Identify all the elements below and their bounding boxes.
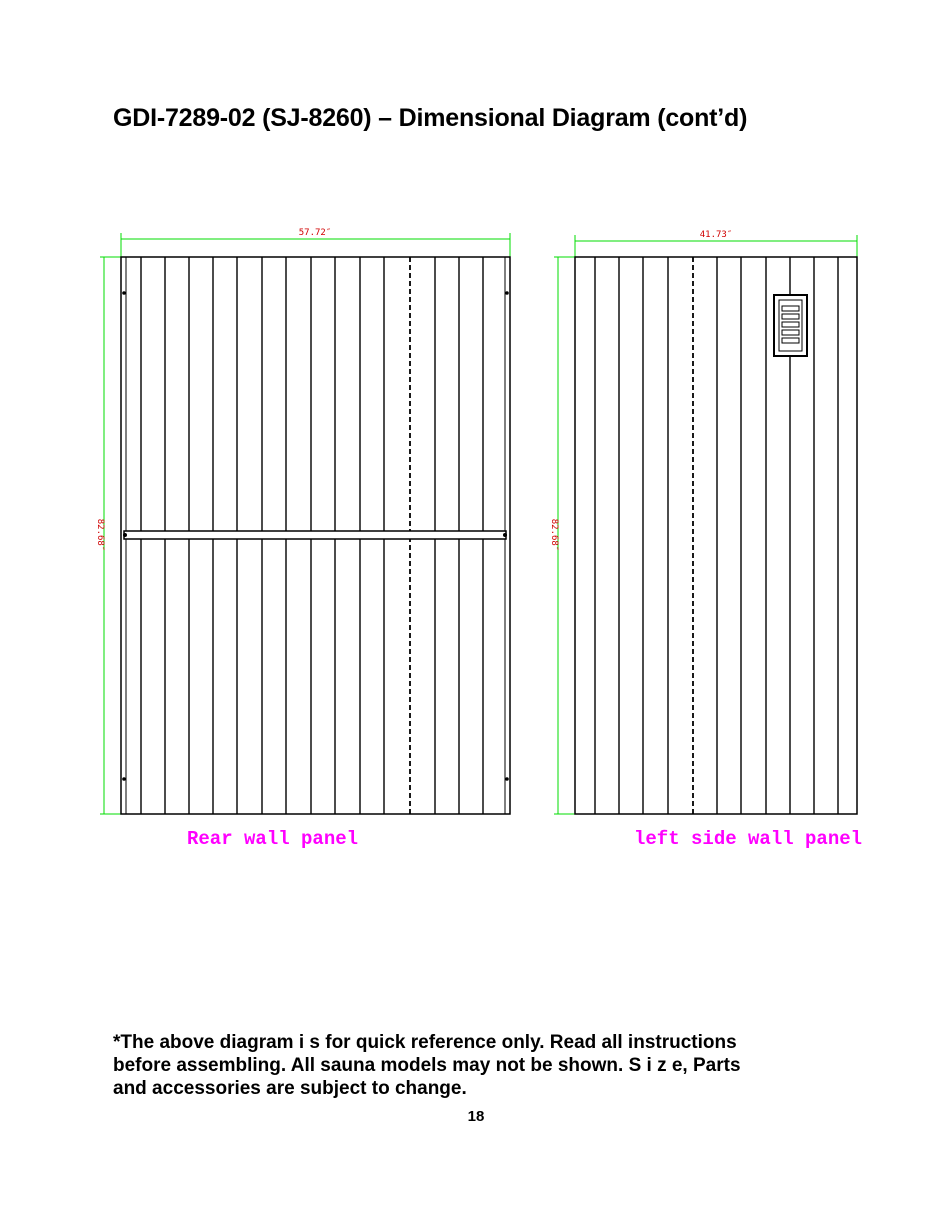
note-line: and accessories are subject to change.	[113, 1078, 467, 1099]
left-height-dimension: 82.68″	[549, 518, 559, 552]
left-side-wall-panel-label: left side wall panel	[634, 828, 863, 850]
rear-wall-panel-label: Rear wall panel	[187, 828, 359, 850]
rear-width-dimension: 57.72″	[298, 228, 332, 238]
vent	[774, 295, 807, 356]
page-number: 18	[467, 1108, 485, 1125]
left-side-wall-panel-drawing	[549, 230, 857, 814]
rear-wall-panel-drawing	[95, 228, 510, 814]
rear-height-dimension: 82.68″	[95, 518, 105, 552]
disclaimer-note	[113, 1031, 833, 1100]
left-width-dimension: 41.73″	[699, 230, 733, 240]
note-line: before assembling. All sauna models may not be shown. S i z e, Parts	[113, 1055, 741, 1076]
page-title: GDI-7289-02 (SJ-8260) – Dimensional Diagram (cont’d)	[113, 104, 748, 132]
note-line: *The above diagram i s for quick reference only. Read all instructions	[113, 1032, 737, 1053]
